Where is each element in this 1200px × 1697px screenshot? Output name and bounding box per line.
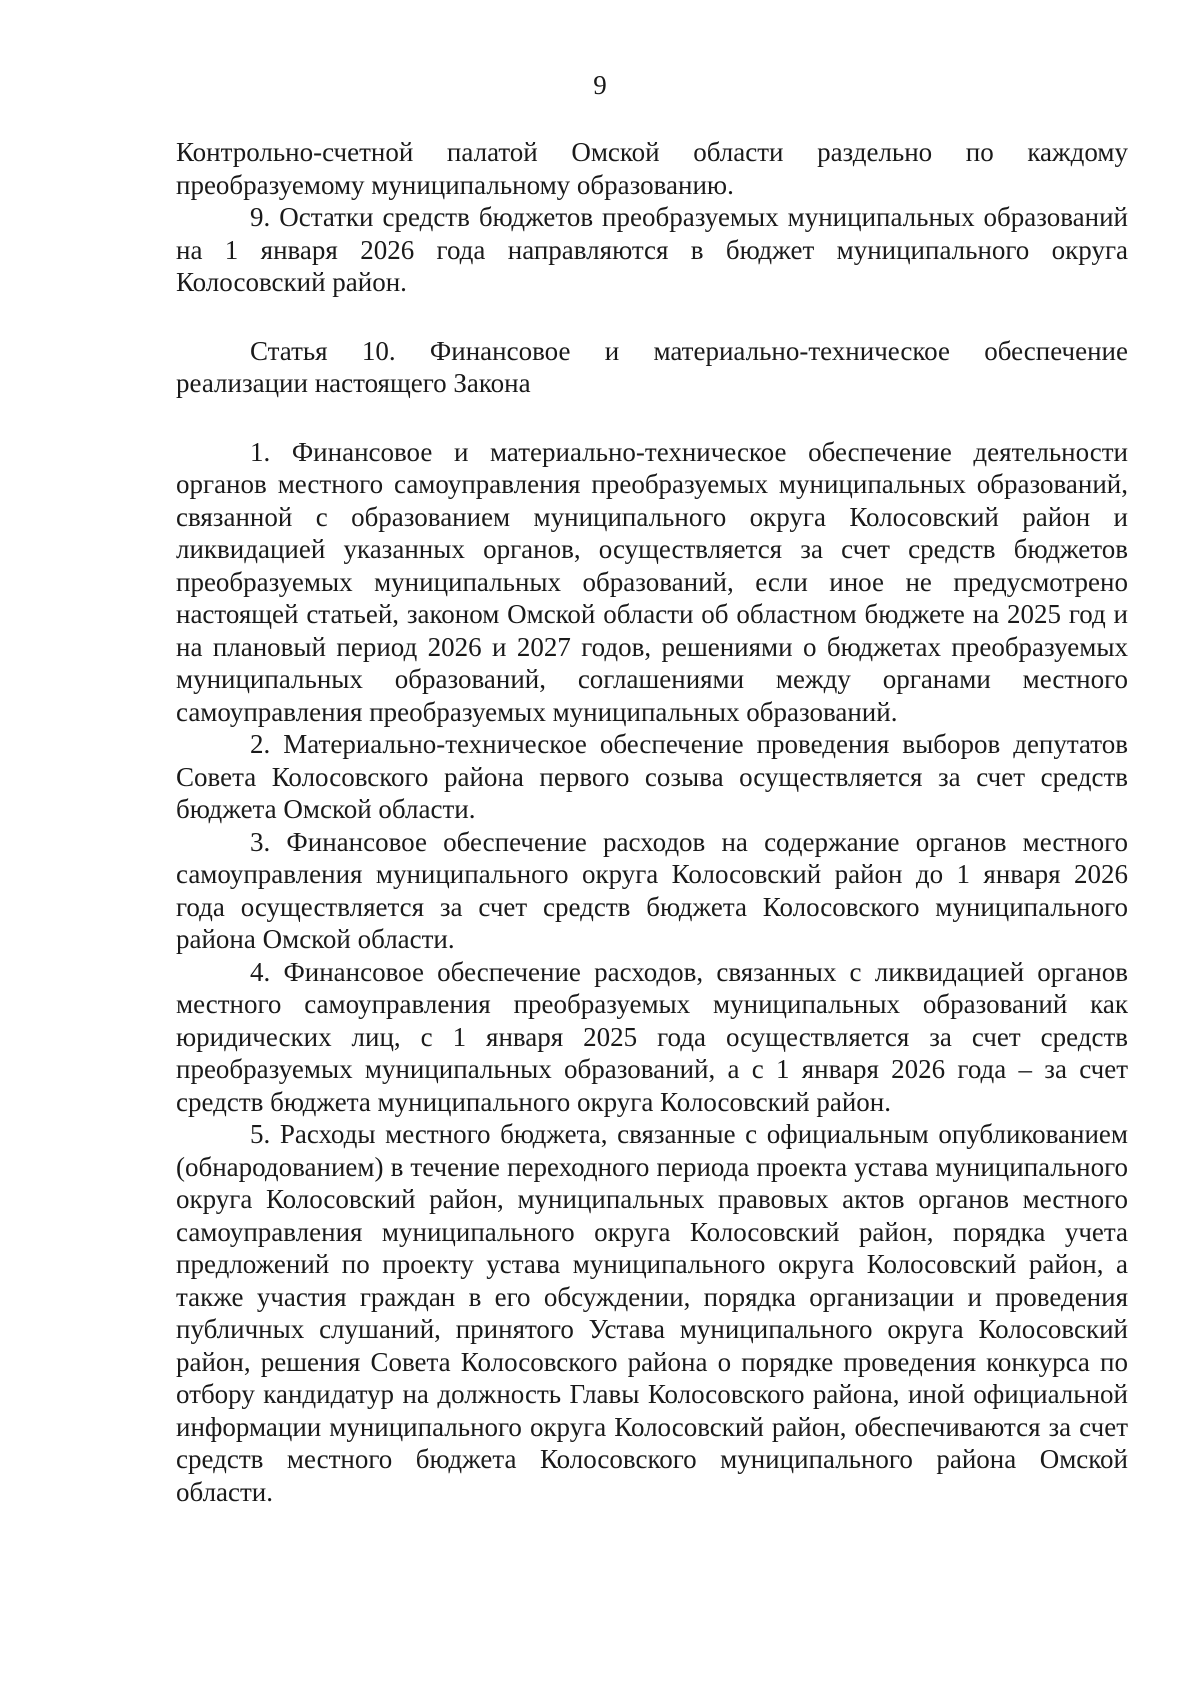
- spacer: [176, 400, 1128, 436]
- paragraph-article10-item-4: 4. Финансовое обеспечение расходов, связанных с ликвидацией органов местного самоуправления преобразуемых муниципальных образований как юридических лиц, с 1 января 2025 года осуществляется за счет средств преобразуемых муниципальных образований, а с 1 января 2026 года – за счет средств бюджета муниципального округа Колосовский район.: [176, 956, 1128, 1117]
- paragraph-item-9: 9. Остатки средств бюджетов преобразуемых муниципальных образований на 1 января 2026 года направляются в бюджет муниципального округа Колосовский район.: [176, 202, 1128, 297]
- spacer: [176, 299, 1128, 335]
- paragraph-article10-item-2: 2. Материально-техническое обеспечение проведения выборов депутатов Совета Колосовского района первого созыва осуществляется за счет средств бюджета Омской области.: [176, 729, 1128, 824]
- page-number: 9: [593, 70, 607, 100]
- paragraph-article10-item-5: 5. Расходы местного бюджета, связанные с официальным опубликованием (обнародованием) в течение переходного периода проекта устава муниципального округа Колосовский район, муниципальных правовых актов органов местного самоуправления муниципального округа Колосовский район, порядка учета предложений по проекту устава муниципального округа Колосовский район, а также участия граждан в его обсуждении, порядка организации и проведения публичных слушаний, принятого Устава муниципального округа Колосовский район, решения Совета Колосовского района о порядке проведения конкурса по отбору кандидатур на должность Главы Колосовского района, иной официальной информации муниципального округа Колосовский район, обеспечиваются за счет средств местного бюджета Колосовского муниципального района Омской области.: [176, 1119, 1128, 1507]
- document-body: [176, 136, 1128, 1508]
- article-10-heading: Статья 10. Финансовое и материально-техническое обеспечение реализации настоящего Закона: [176, 335, 1128, 398]
- paragraph-article10-item-1: 1. Финансовое и материально-техническое обеспечение деятельности органов местного самоуправления преобразуемых муниципальных образований, связанной с образованием муниципального округа Колосовский район и ликвидацией указанных органов, осуществляется за счет средств бюджетов преобразуемых муниципальных образований, если иное не предусмотрено настоящей статьей, законом Омской области об областном бюджете на 2025 год и на плановый период 2026 и 2027 годов, решениями о бюджетах преобразуемых муниципальных образований, соглашениями между органами местного самоуправления преобразуемых муниципальных образований.: [176, 436, 1128, 727]
- paragraph-article10-item-3: 3. Финансовое обеспечение расходов на содержание органов местного самоуправления муниципального округа Колосовский район до 1 января 2026 года осуществляется за счет средств бюджета Колосовского муниципального района Омской области.: [176, 826, 1128, 954]
- paragraph-continuation: Контрольно-счетной палатой Омской области раздельно по каждому преобразуемому муниципальному образованию.: [176, 137, 1128, 200]
